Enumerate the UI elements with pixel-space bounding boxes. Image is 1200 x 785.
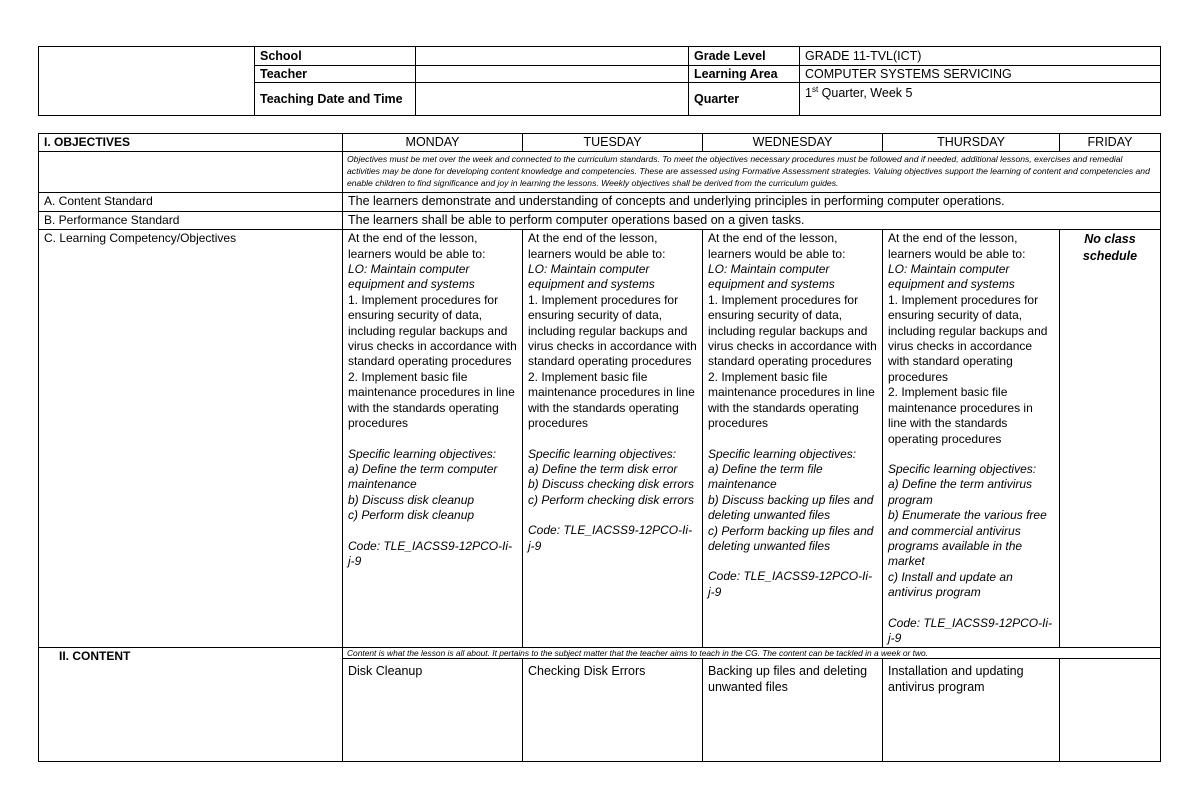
teaching-date-label: Teaching Date and Time bbox=[255, 83, 416, 116]
learning-area-label: Learning Area bbox=[689, 65, 800, 83]
day-tuesday: TUESDAY bbox=[523, 134, 703, 152]
blank-cell bbox=[39, 152, 343, 193]
monday-competency bbox=[343, 230, 523, 648]
performance-standard-label: B. Performance Standard bbox=[39, 211, 343, 229]
item1-text: 1. Implement procedures for ensuring security of data, including regular backups and virus checks in accordance with standard operating procedures bbox=[708, 292, 877, 369]
day-wednesday: WEDNESDAY bbox=[703, 134, 883, 152]
tuesday-competency bbox=[523, 230, 703, 648]
content-monday: Disk Cleanup bbox=[343, 659, 523, 762]
header-table bbox=[38, 46, 1161, 116]
grade-level-value: GRADE 11-TVL(ICT) bbox=[800, 47, 1161, 66]
content-friday bbox=[1060, 659, 1161, 762]
intro-text: At the end of the lesson, learners would be able to: bbox=[708, 231, 846, 261]
teacher-label: Teacher bbox=[255, 65, 416, 83]
school-label: School bbox=[255, 47, 416, 66]
content-thursday: Installation and updating antivirus program bbox=[883, 659, 1060, 762]
competency-code: Code: TLE_IACSS9-12PCO-Ii-j-9 bbox=[348, 538, 513, 568]
specific-heading: Specific learning objectives: bbox=[528, 446, 677, 461]
intro-text: At the end of the lesson, learners would be able to: bbox=[348, 231, 486, 261]
specific-objective: b) Enumerate the various free and commercial antivirus programs available in the market bbox=[888, 508, 1047, 569]
specific-heading: Specific learning objectives: bbox=[348, 446, 497, 461]
quarter-number: 1 bbox=[805, 86, 812, 100]
days-header-row bbox=[39, 134, 1161, 152]
specific-objective: a) Define the term file maintenance bbox=[708, 461, 823, 492]
day-monday: MONDAY bbox=[343, 134, 523, 152]
item2-text: 2. Implement basic file maintenance procedures in line with the standards operating procedures bbox=[708, 369, 875, 431]
lo-text: LO: Maintain computer equipment and systems bbox=[708, 262, 835, 292]
item2-text: 2. Implement basic file maintenance procedures in line with the standards operating procedures bbox=[888, 385, 1033, 446]
content-wednesday: Backing up files and deleting unwanted files bbox=[703, 659, 883, 762]
objectives-note: Objectives must be met over the week and connected to the curriculum standards. To meet the objectives necessary procedures must be followed and if needed, additional lessons, exercises and remedial activities may be done for developing content knowledge and competencies. These are assessed using Formative Assessment strategies. Valuing objectives support the learning of content and competencies and enable children to find significance and joy in learning the lessons. Weekly objectives shall be derived from the curriculum guides. bbox=[343, 152, 1161, 193]
content-standard-label: A. Content Standard bbox=[39, 193, 343, 211]
item2-text: 2. Implement basic file maintenance procedures in line with the standards operating procedures bbox=[528, 369, 695, 431]
teaching-date-field[interactable] bbox=[416, 83, 689, 116]
specific-objective: c) Perform checking disk errors bbox=[528, 492, 695, 507]
specific-objective: a) Define the term computer maintenance bbox=[348, 461, 498, 492]
content-standard-row bbox=[39, 193, 1161, 211]
specific-objective: b) Discuss checking disk errors bbox=[528, 477, 695, 492]
quarter-suffix: st bbox=[811, 84, 819, 94]
quarter-label: Quarter bbox=[689, 83, 800, 116]
competency-label: C. Learning Competency/Objectives bbox=[39, 230, 343, 648]
performance-standard-row bbox=[39, 211, 1161, 229]
competency-code: Code: TLE_IACSS9-12PCO-Ii-j-9 bbox=[528, 523, 693, 553]
competency-code: Code: TLE_IACSS9-12PCO-Ii-j-9 bbox=[708, 569, 873, 599]
specific-objective: c) Perform backing up files and deleting unwanted files bbox=[708, 523, 874, 553]
specific-objective: a) Define the term antivirus program bbox=[888, 477, 1033, 507]
objectives-heading: I. OBJECTIVES bbox=[39, 134, 343, 152]
quarter-text: Quarter, Week 5 bbox=[818, 86, 913, 100]
learning-area-value: COMPUTER SYSTEMS SERVICING bbox=[800, 65, 1161, 83]
performance-standard-text: The learners shall be able to perform computer operations based on a given tasks. bbox=[343, 211, 1161, 229]
intro-text: At the end of the lesson, learners would be able to: bbox=[888, 231, 1026, 261]
specific-objective: c) Perform disk cleanup bbox=[348, 508, 475, 523]
specific-objective: c) Install and update an antivirus program bbox=[888, 569, 1013, 600]
teacher-field[interactable] bbox=[416, 65, 689, 83]
friday-no-class: No class schedule bbox=[1060, 230, 1161, 648]
specific-heading: Specific learning objectives: bbox=[708, 446, 857, 461]
school-field[interactable] bbox=[416, 47, 689, 66]
content-note-row bbox=[39, 648, 1161, 659]
lo-text: LO: Maintain computer equipment and systems bbox=[348, 262, 475, 292]
dll-table bbox=[38, 133, 1161, 762]
content-note: Content is what the lesson is all about. It pertains to the subject matter that the teacher aims to teach in the CG. The content can be tackled in a week or two. bbox=[343, 648, 1161, 659]
quarter-value bbox=[800, 83, 1161, 116]
lo-text: LO: Maintain computer equipment and systems bbox=[888, 262, 1015, 292]
item1-text: 1. Implement procedures for ensuring security of data, including regular backups and virus checks in accordance with standard operating procedures bbox=[528, 292, 697, 369]
specific-objective: b) Discuss disk cleanup bbox=[348, 492, 475, 507]
item2-text: 2. Implement basic file maintenance procedures in line with the standards operating procedures bbox=[348, 369, 515, 431]
grade-level-label: Grade Level bbox=[689, 47, 800, 66]
specific-objective: a) Define the term disk error bbox=[528, 461, 678, 476]
competency-row bbox=[39, 230, 1161, 648]
day-thursday: THURSDAY bbox=[883, 134, 1060, 152]
wednesday-competency bbox=[703, 230, 883, 648]
content-heading: II. CONTENT bbox=[39, 648, 343, 762]
competency-code: Code: TLE_IACSS9-12PCO-Ii-j-9 bbox=[888, 615, 1053, 645]
item1-text: 1. Implement procedures for ensuring security of data, including regular backups and virus checks in accordance with standard operating procedures bbox=[888, 292, 1048, 384]
content-tuesday: Checking Disk Errors bbox=[523, 659, 703, 762]
day-friday: FRIDAY bbox=[1060, 134, 1161, 152]
specific-objective: b) Discuss backing up files and deleting unwanted files bbox=[708, 492, 874, 523]
intro-text: At the end of the lesson, learners would be able to: bbox=[528, 231, 666, 261]
logo-cell bbox=[39, 47, 255, 116]
thursday-competency bbox=[883, 230, 1060, 648]
content-standard-text: The learners demonstrate and understanding of concepts and underlying principles in performing computer operations. bbox=[343, 193, 1161, 211]
objectives-note-row bbox=[39, 152, 1161, 193]
lo-text: LO: Maintain computer equipment and systems bbox=[528, 262, 655, 292]
specific-heading: Specific learning objectives: bbox=[888, 461, 1037, 476]
item1-text: 1. Implement procedures for ensuring security of data, including regular backups and virus checks in accordance with standard operating procedures bbox=[348, 292, 517, 369]
